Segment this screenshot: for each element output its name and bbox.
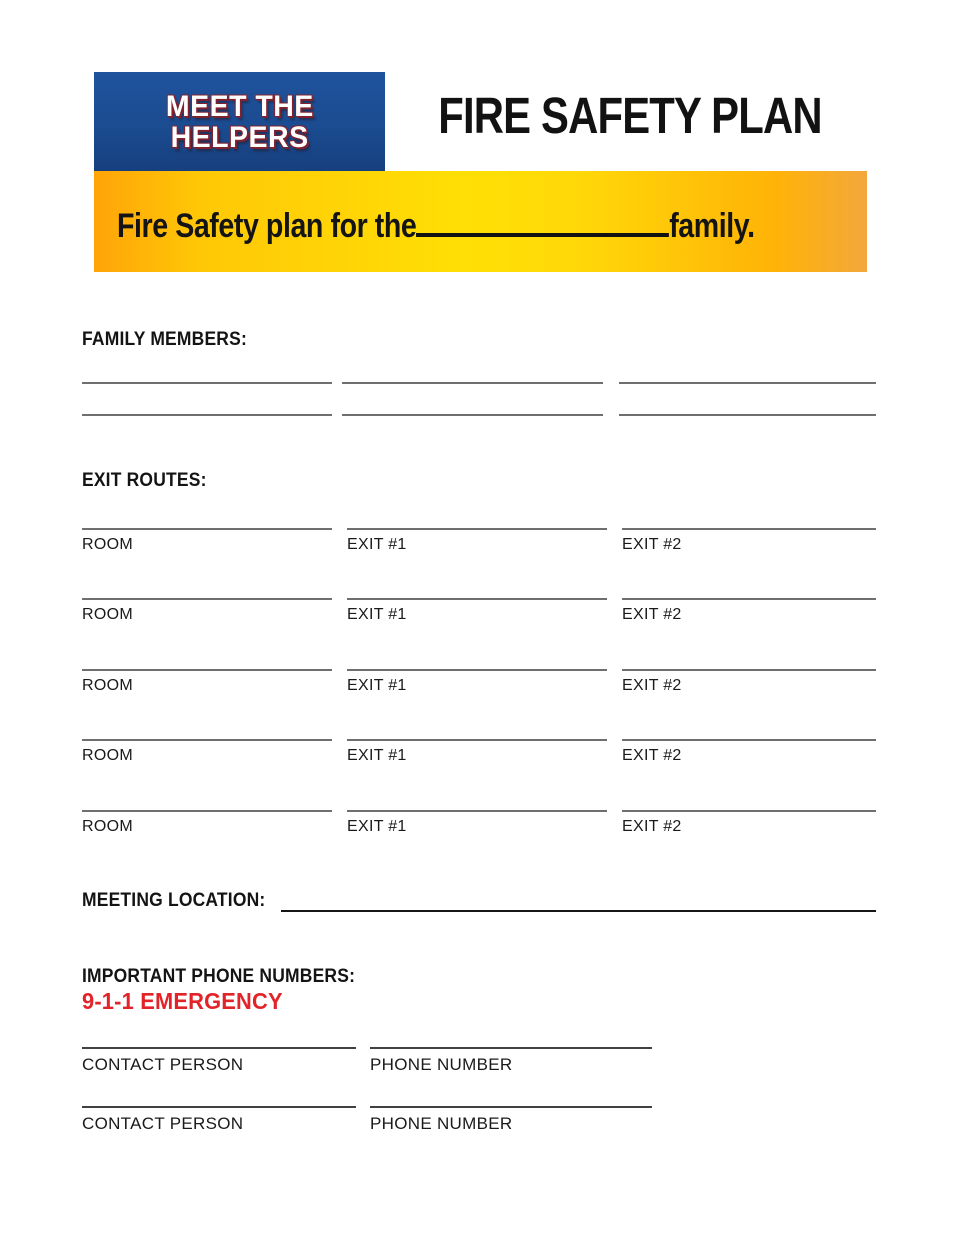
meet-the-helpers-logo — [94, 72, 385, 172]
emergency-911-text: 9-1-1 EMERGENCY — [82, 988, 283, 1014]
room-label: ROOM — [82, 536, 133, 553]
family-name-banner — [94, 171, 867, 272]
banner-text-before: Fire Safety plan for the — [117, 207, 417, 245]
contact-person-field[interactable] — [82, 1047, 356, 1049]
phone-number-label: PHONE NUMBER — [370, 1114, 513, 1133]
room-field[interactable] — [82, 669, 332, 671]
page-title: FIRE SAFETY PLAN — [438, 87, 822, 144]
exit1-field[interactable] — [347, 598, 607, 600]
logo-text-line2: HELPERS — [170, 121, 309, 154]
contact-person-label: CONTACT PERSON — [82, 1055, 244, 1074]
exit2-label: EXIT #2 — [622, 677, 682, 694]
phone-number-label: PHONE NUMBER — [370, 1055, 513, 1074]
contact-person-field[interactable] — [82, 1106, 356, 1108]
contact-person-label: CONTACT PERSON — [82, 1114, 244, 1133]
room-field[interactable] — [82, 528, 332, 530]
exit1-label: EXIT #1 — [347, 536, 407, 553]
room-label: ROOM — [82, 677, 133, 694]
room-field[interactable] — [82, 739, 332, 741]
exit2-label: EXIT #2 — [622, 818, 682, 835]
logo-text-line1: MEET THE — [165, 90, 314, 123]
banner-sentence — [117, 197, 755, 246]
exit1-label: EXIT #1 — [347, 606, 407, 623]
exit2-field[interactable] — [622, 810, 876, 812]
family-member-field[interactable] — [82, 382, 332, 384]
family-member-field[interactable] — [342, 414, 603, 416]
exit1-field[interactable] — [347, 810, 607, 812]
room-label: ROOM — [82, 818, 133, 835]
banner-text-after: family. — [669, 207, 755, 245]
exit2-field[interactable] — [622, 598, 876, 600]
family-member-field[interactable] — [82, 414, 332, 416]
phone-number-field[interactable] — [370, 1047, 652, 1049]
phone-numbers-heading: IMPORTANT PHONE NUMBERS: — [82, 966, 356, 987]
family-name-blank-field[interactable] — [416, 208, 669, 237]
exit1-field[interactable] — [347, 669, 607, 671]
meeting-location-field[interactable] — [281, 910, 876, 912]
exit1-label: EXIT #1 — [347, 677, 407, 694]
family-member-field[interactable] — [619, 414, 876, 416]
exit2-label: EXIT #2 — [622, 536, 682, 553]
exit2-label: EXIT #2 — [622, 606, 682, 623]
phone-number-field[interactable] — [370, 1106, 652, 1108]
exit2-label: EXIT #2 — [622, 747, 682, 764]
family-members-heading: FAMILY MEMBERS: — [82, 329, 247, 350]
room-label: ROOM — [82, 606, 133, 623]
exit2-field[interactable] — [622, 739, 876, 741]
room-field[interactable] — [82, 810, 332, 812]
exit-routes-heading: EXIT ROUTES: — [82, 470, 207, 491]
family-member-field[interactable] — [342, 382, 603, 384]
meeting-location-heading: MEETING LOCATION: — [82, 890, 266, 911]
exit2-field[interactable] — [622, 528, 876, 530]
exit1-label: EXIT #1 — [347, 818, 407, 835]
exit1-field[interactable] — [347, 739, 607, 741]
exit1-field[interactable] — [347, 528, 607, 530]
exit2-field[interactable] — [622, 669, 876, 671]
exit1-label: EXIT #1 — [347, 747, 407, 764]
family-member-field[interactable] — [619, 382, 876, 384]
room-field[interactable] — [82, 598, 332, 600]
room-label: ROOM — [82, 747, 133, 764]
